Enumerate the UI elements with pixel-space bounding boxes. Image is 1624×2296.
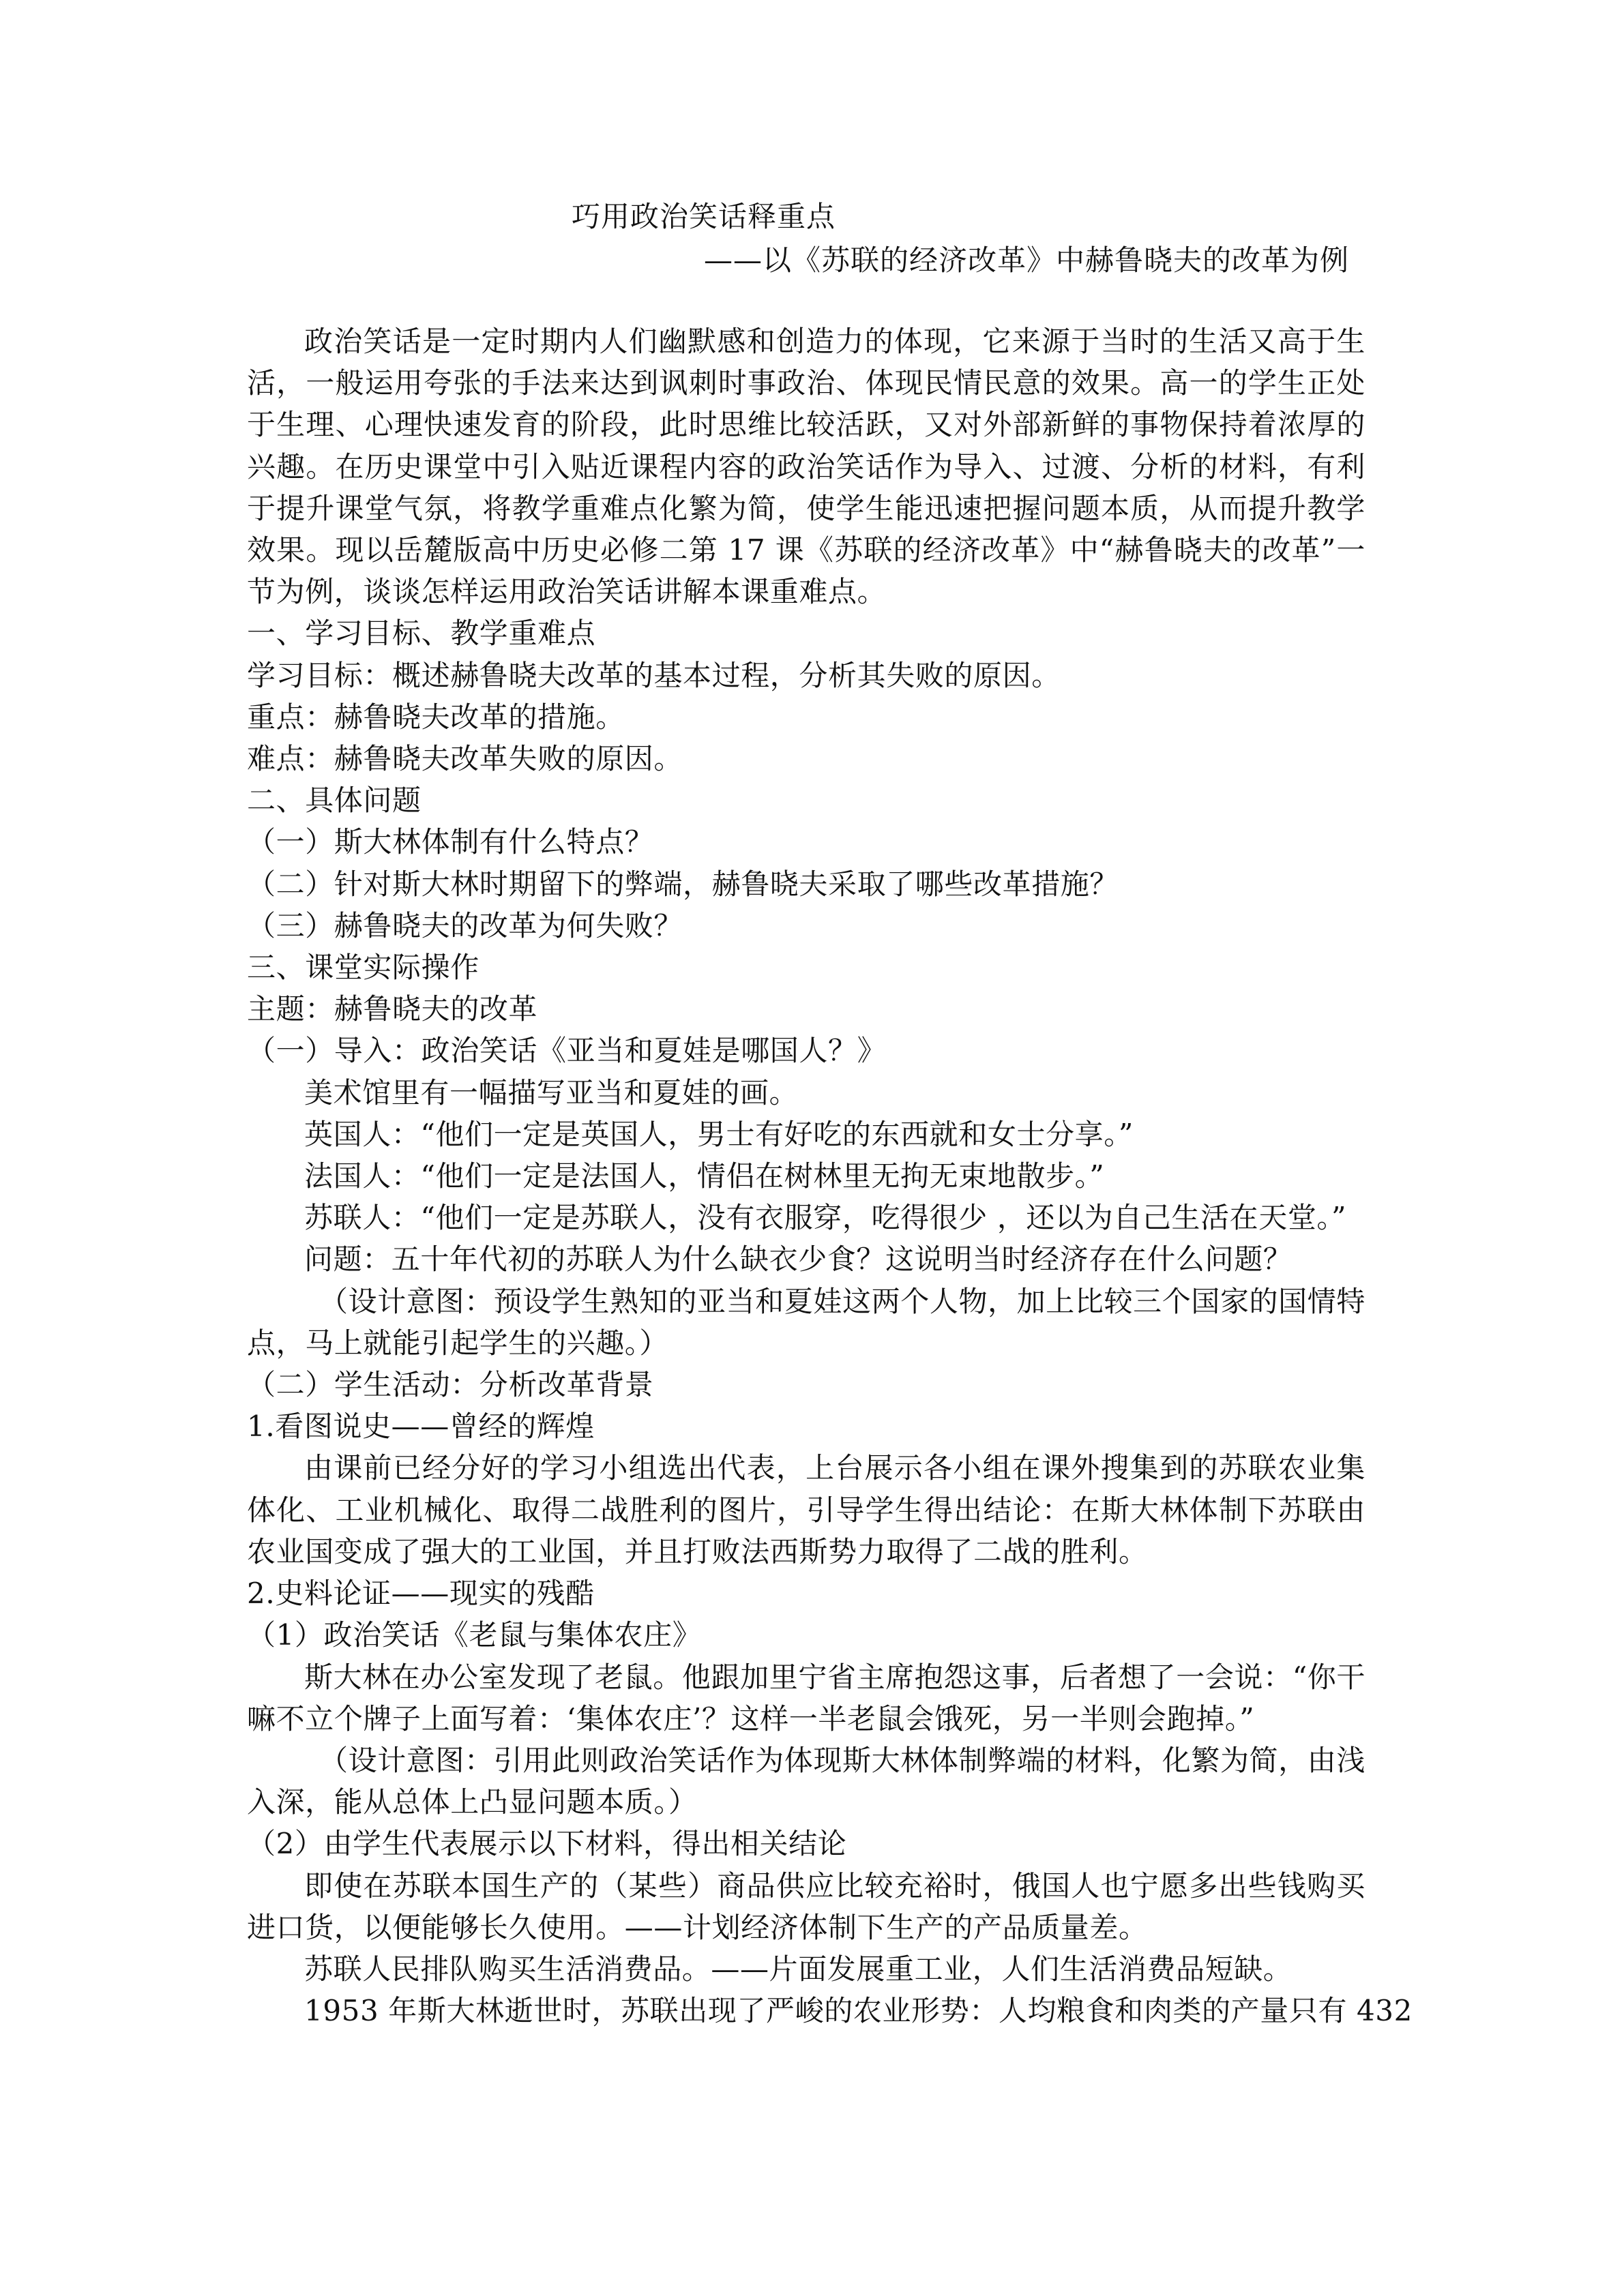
item-2-heading: 2.史料论证——现实的残酷 (247, 1577, 595, 1611)
joke-mouse-paragraph: 斯大林在办公室发现了老鼠。他跟加里宁省主席抱怨这事，后者想了一会说：“你干嘛不立个牌子上面写着：‘集体农庄’？这样一半老鼠会饿死，另一半则会跑掉。” (247, 1660, 1365, 1735)
question-3: （三）赫鲁晓夫的改革为何失败？ (247, 908, 683, 942)
theme-line: 主题：赫鲁晓夫的改革 (247, 992, 538, 1026)
joke-line-4: 苏联人：“他们一定是苏联人，没有衣服穿，吃得很少 ，还以为自己生活在天堂。” (304, 1201, 1347, 1235)
section-heading-1: 一、学习目标、教学重难点 (247, 616, 596, 651)
question-2: （二）针对斯大林时期留下的弊端，赫鲁晓夫采取了哪些改革措施？ (247, 867, 1119, 901)
joke-line-2: 英国人：“他们一定是英国人，男士有好吃的东西就和女士分享。” (304, 1117, 1134, 1151)
document-subtitle: ——以《苏联的经济改革》中赫鲁晓夫的改革为例 (704, 243, 1350, 277)
joke-question: 问题：五十年代初的苏联人为什么缺衣少食？这说明当时经济存在什么问题？ (304, 1242, 1293, 1277)
material-paragraph-2: 苏联人民排队购买生活消费品。——片面发展重工业，人们生活消费品短缺。 (304, 1952, 1293, 1986)
learning-objective: 学习目标：概述赫鲁晓夫改革的基本过程，分析其失败的原因。 (247, 658, 1061, 692)
joke-line-3: 法国人：“他们一定是法国人，情侣在树林里无拘无束地散步。” (304, 1159, 1105, 1193)
material-paragraph-1: 即使在苏联本国生产的（某些）商品供应比较充裕时，俄国人也宁愿多出些钱购买进口货，以便能够长久使用。——计划经济体制下生产的产品质量差。 (247, 1868, 1365, 1944)
sub-item-2-heading: （2）由学生代表展示以下材料，得出相关结论 (247, 1827, 847, 1861)
material-paragraph-3: 1953 年斯大林逝世时，苏联出现了严峻的农业形势：人均粮食和肉类的产量只有 432 (304, 1994, 1413, 2028)
joke-line-1: 美术馆里有一幅描写亚当和夏娃的画。 (304, 1075, 799, 1109)
sub-item-1-heading: （1）政治笑话《老鼠与集体农庄》 (247, 1618, 702, 1652)
item-1-heading: 1.看图说史——曾经的辉煌 (247, 1410, 595, 1444)
key-point: 重点：赫鲁晓夫改革的措施。 (247, 700, 625, 734)
design-intent-2: （设计意图：引用此则政治笑话作为体现斯大林体制弊端的材料，化繁为简，由浅入深，能从总体上凸显问题本质。） (247, 1743, 1365, 1819)
document-body (247, 320, 1413, 2031)
section-heading-3: 三、课堂实际操作 (247, 951, 479, 985)
subsection-activity: （二）学生活动：分析改革背景 (247, 1368, 654, 1402)
document-title: 巧用政治笑话释重点 (572, 200, 836, 233)
design-intent-1: （设计意图：预设学生熟知的亚当和夏娃这两个人物，加上比较三个国家的国情特点，马上就能引起学生的兴趣。） (247, 1284, 1365, 1360)
intro-paragraph: 政治笑话是一定时期内人们幽默感和创造力的体现，它来源于当时的生活又高于生活，一般运用夸张的手法来达到讽刺时事政治、体现民情民意的效果。高一的学生正处于生理、心理快速发育的阶段，此时思维比较活跃，又对外部新鲜的事物保持着浓厚的兴趣。在历史课堂中引入贴近课程内容的政治笑话作为导入、过渡、分析的材料，有利于提升课堂气氛，将教学重难点化繁为简，使学生能迅速把握问题本质，从而提升教学效果。现以岳麓版高中历史必修二第 17 课《苏联的经济改革》中“赫鲁晓夫的改革”一节为例，谈谈怎样运用政治笑话讲解本课重难点。 (247, 325, 1365, 609)
question-1: （一）斯大林体制有什么特点？ (247, 825, 654, 859)
subsection-intro: （一）导入：政治笑话《亚当和夏娃是哪国人？》 (247, 1034, 887, 1068)
section-heading-2: 二、具体问题 (247, 784, 422, 818)
item-1-paragraph: 由课前已经分好的学习小组选出代表，上台展示各小组在课外搜集到的苏联农业集体化、工业机械化、取得二战胜利的图片，引导学生得出结论：在斯大林体制下苏联由农业国变成了强大的工业国，并且打败法西斯势力取得了二战的胜利。 (247, 1451, 1365, 1568)
difficult-point: 难点：赫鲁晓夫改革失败的原因。 (247, 742, 683, 776)
